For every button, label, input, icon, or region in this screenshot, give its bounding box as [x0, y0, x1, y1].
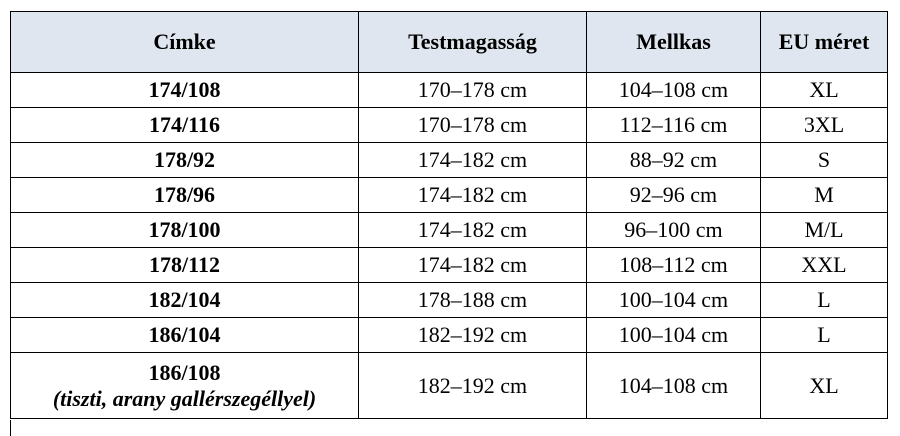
label-cell: 178/96 [11, 178, 359, 213]
label-text: 186/108 [148, 359, 221, 385]
eu-size-cell: XL [761, 353, 888, 419]
height-cell: 170–178 cm [359, 73, 587, 108]
table-row [11, 73, 888, 108]
eu-size-cell: L [761, 283, 888, 318]
eu-size-cell: M [761, 178, 888, 213]
eu-size-cell: XXL [761, 248, 888, 283]
chest-cell: 96–100 cm [587, 213, 761, 248]
height-cell: 170–178 cm [359, 108, 587, 143]
height-cell: 182–192 cm [359, 353, 587, 419]
size-table [10, 11, 888, 419]
table-row [11, 248, 888, 283]
height-cell: 182–192 cm [359, 318, 587, 353]
chest-cell: 112–116 cm [587, 108, 761, 143]
label-cell: 182/104 [11, 283, 359, 318]
label-cell: 174/108 [11, 73, 359, 108]
table-row [11, 213, 888, 248]
height-cell: 174–182 cm [359, 178, 587, 213]
height-cell: 174–182 cm [359, 248, 587, 283]
header-row [11, 12, 888, 73]
chest-cell: 88–92 cm [587, 143, 761, 178]
label-note: (tiszti, arany gallérszegéllyel) [52, 385, 317, 411]
label-cell [11, 353, 359, 419]
chest-cell: 108–112 cm [587, 248, 761, 283]
label-cell: 178/92 [11, 143, 359, 178]
height-cell: 174–182 cm [359, 143, 587, 178]
table-row [11, 283, 888, 318]
eu-size-cell: L [761, 318, 888, 353]
chest-cell: 104–108 cm [587, 73, 761, 108]
table-row [11, 108, 888, 143]
page-margin-mark [10, 420, 11, 436]
table-row [11, 178, 888, 213]
header-mellkas: Mellkas [587, 12, 761, 73]
table-row [11, 353, 888, 419]
label-cell: 174/116 [11, 108, 359, 143]
header-testmagassag: Testmagasság [359, 12, 587, 73]
height-cell: 174–182 cm [359, 213, 587, 248]
header-eu-meret: EU méret [761, 12, 888, 73]
table-row [11, 318, 888, 353]
chest-cell: 92–96 cm [587, 178, 761, 213]
table-row [11, 143, 888, 178]
chest-cell: 100–104 cm [587, 318, 761, 353]
eu-size-cell: S [761, 143, 888, 178]
chest-cell: 104–108 cm [587, 353, 761, 419]
label-cell: 178/100 [11, 213, 359, 248]
eu-size-cell: M/L [761, 213, 888, 248]
chest-cell: 100–104 cm [587, 283, 761, 318]
height-cell: 178–188 cm [359, 283, 587, 318]
eu-size-cell: XL [761, 73, 888, 108]
header-cimke: Címke [11, 12, 359, 73]
label-cell: 178/112 [11, 248, 359, 283]
label-cell: 186/104 [11, 318, 359, 353]
eu-size-cell: 3XL [761, 108, 888, 143]
